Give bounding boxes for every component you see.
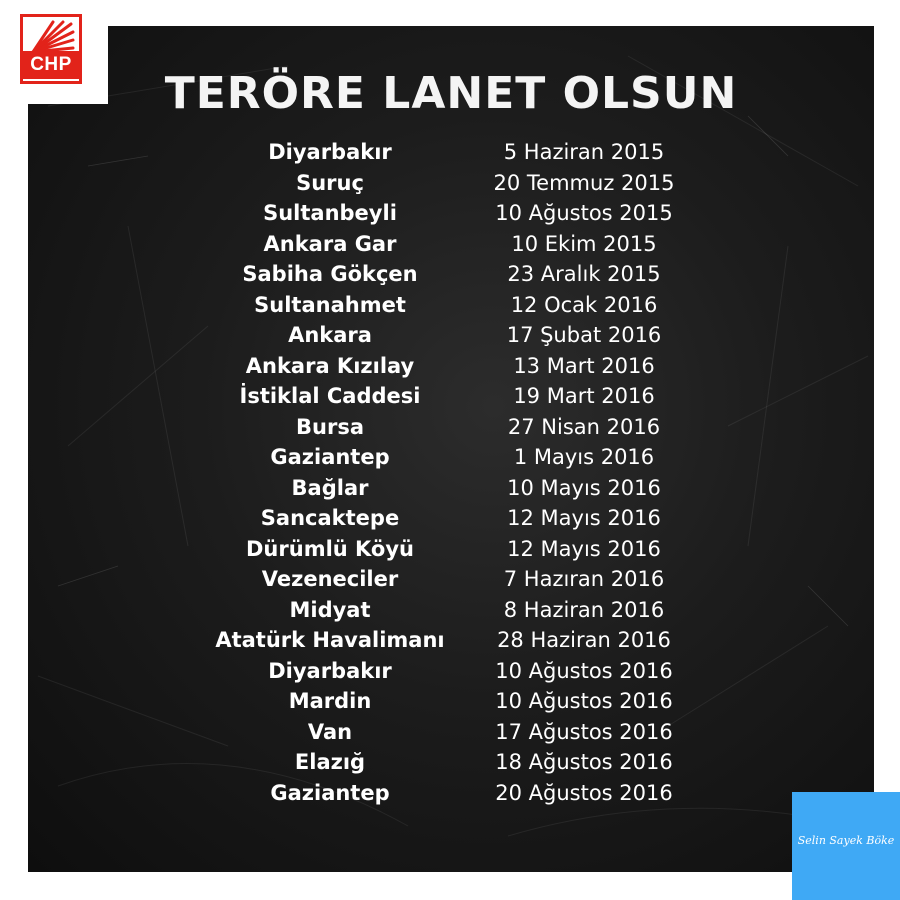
attack-date: 12 Mayıs 2016 xyxy=(507,506,661,531)
attack-place: Vezeneciler xyxy=(261,567,399,592)
attack-place: Dürümlü Köyü xyxy=(246,536,414,561)
attack-place: Bursa xyxy=(296,414,364,439)
list-item xyxy=(190,412,710,443)
attack-place: Gaziantep xyxy=(270,445,390,470)
list-item xyxy=(190,168,710,199)
list-item xyxy=(190,381,710,412)
attack-list xyxy=(190,137,710,808)
attack-place: Sultanahmet xyxy=(254,292,406,317)
attack-place: İstiklal Caddesi xyxy=(239,384,421,409)
attack-date: 12 Ocak 2016 xyxy=(510,292,658,317)
list-item xyxy=(190,259,710,290)
attack-place: Atatürk Havalimanı xyxy=(215,628,445,653)
attack-date: 13 Mart 2016 xyxy=(513,353,655,378)
attack-date: 10 Ağustos 2016 xyxy=(495,689,673,714)
attack-date: 12 Mayıs 2016 xyxy=(507,536,661,561)
list-item xyxy=(190,686,710,717)
attack-date: 10 Ekim 2015 xyxy=(511,231,657,256)
attack-place: Suruç xyxy=(296,170,364,195)
attack-date: 18 Ağustos 2016 xyxy=(495,750,673,775)
attack-place: Bağlar xyxy=(291,475,369,500)
list-item xyxy=(190,503,710,534)
attack-place: Gaziantep xyxy=(270,780,390,805)
list-item xyxy=(190,747,710,778)
attack-place: Ankara Kızılay xyxy=(245,353,415,378)
list-item xyxy=(190,229,710,260)
attack-place: Mardin xyxy=(288,689,372,714)
list-item xyxy=(190,198,710,229)
attack-date: 23 Aralık 2015 xyxy=(507,262,661,287)
attack-date: 10 Mayıs 2016 xyxy=(507,475,661,500)
attack-date: 10 Ağustos 2015 xyxy=(495,201,673,226)
attack-place: Midyat xyxy=(289,597,371,622)
list-item xyxy=(190,137,710,168)
attack-date: 1 Mayıs 2016 xyxy=(513,445,655,470)
list-item xyxy=(190,717,710,748)
attack-place: Ankara xyxy=(288,323,372,348)
attack-place: Van xyxy=(307,719,353,744)
attack-date: 20 Temmuz 2015 xyxy=(493,170,675,195)
attack-date: 19 Mart 2016 xyxy=(513,384,655,409)
attack-date: 5 Haziran 2015 xyxy=(503,140,665,165)
list-item xyxy=(190,442,710,473)
attack-date: 28 Haziran 2016 xyxy=(497,628,671,653)
signature-text: Selin Sayek Böke xyxy=(797,834,895,847)
attack-place: Sabiha Gökçen xyxy=(242,262,418,287)
attack-place: Sancaktepe xyxy=(260,506,400,531)
attack-place: Sultanbeyli xyxy=(263,201,397,226)
poster-title: TERÖRE LANET OLSUN xyxy=(164,68,738,119)
list-item xyxy=(190,656,710,687)
list-item xyxy=(190,534,710,565)
attack-place: Ankara Gar xyxy=(263,231,397,256)
attack-date: 27 Nisan 2016 xyxy=(507,414,661,439)
list-item xyxy=(190,320,710,351)
signature-badge xyxy=(792,792,900,900)
attack-date: 17 Şubat 2016 xyxy=(506,323,662,348)
attack-date: 7 Hazıran 2016 xyxy=(503,567,665,592)
list-item xyxy=(190,778,710,809)
list-item xyxy=(190,473,710,504)
list-item xyxy=(190,625,710,656)
attack-date: 17 Ağustos 2016 xyxy=(495,719,673,744)
attack-place: Elazığ xyxy=(294,750,366,775)
list-item xyxy=(190,564,710,595)
chp-logo-text: CHP xyxy=(23,51,79,79)
attack-place: Diyarbakır xyxy=(268,658,392,683)
list-item xyxy=(190,290,710,321)
attack-place: Diyarbakır xyxy=(268,140,392,165)
list-item xyxy=(190,351,710,382)
list-item xyxy=(190,595,710,626)
attack-date: 8 Haziran 2016 xyxy=(503,597,665,622)
attack-date: 10 Ağustos 2016 xyxy=(495,658,673,683)
attack-date: 20 Ağustos 2016 xyxy=(495,780,673,805)
